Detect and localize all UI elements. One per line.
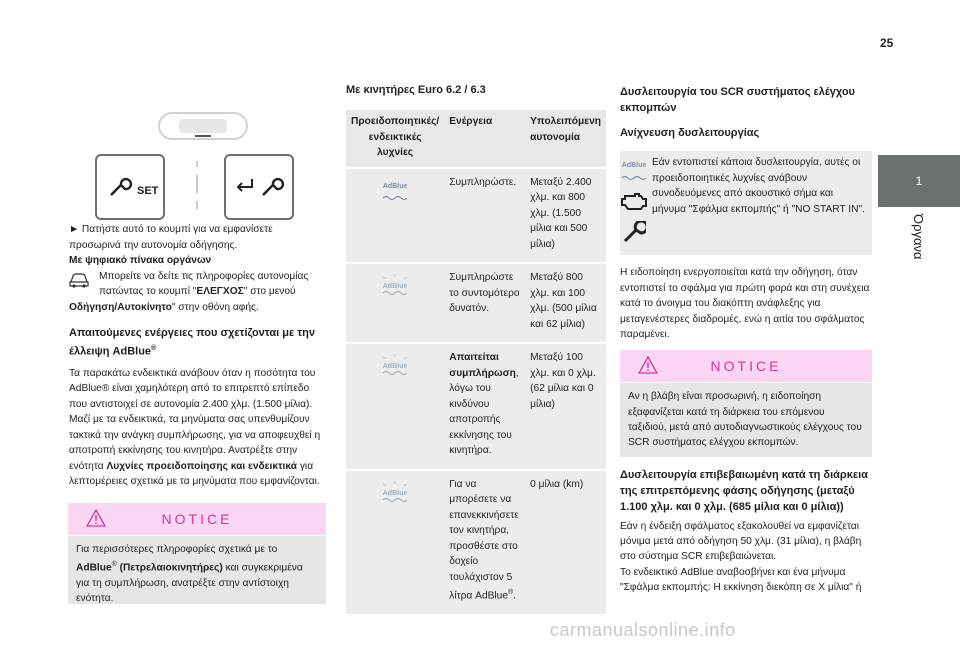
action-cell: Συμπληρώστε το συντομότερο δυνατόν. <box>444 263 525 343</box>
confirmed-malfunction-heading: Δυσλειτουργία επιβεβαιωμένη κατά τη διάρκεια της επιτρεπόμενης φάσης οδήγησης (μεταξύ 1.100 χλμ. και 0 χλμ. (685 μίλια και 0 μίλια)) <box>620 468 868 513</box>
digital-text-e: " στην οθόνη αφής. <box>171 301 259 313</box>
adblue-icon: AdBlue <box>382 182 408 190</box>
fault-detection-subheading: Ανίχνευση δυσλειτουργίας <box>620 127 760 139</box>
table-row <box>346 263 606 343</box>
table-header-row <box>346 110 606 168</box>
notice-box-1 <box>68 503 326 604</box>
chapter-label: Όργανα <box>911 214 926 260</box>
chapter-tab[interactable]: 1 <box>878 155 960 207</box>
wrench-icon <box>622 221 646 243</box>
table-row <box>346 168 606 264</box>
notice-body: Για περισσότερες πληροφορίες σχετικά με το AdBlue® (Πετρελαιοκινητήρες) και συγκεκριμένα για τη συμπλήρωση, ανατρέξτε στην αντίστοιχη ενότητα. <box>76 544 303 605</box>
watermark: carmanualsonline.info <box>550 620 736 640</box>
notice-box-2 <box>620 350 872 456</box>
digital-text-a: Μπορείτε να δείτε τις πληροφορίες αυτονομίας πατώντας το κουμπί " <box>99 270 309 297</box>
warning-box-text: Εάν εντοπιστεί κάποια δυσλειτουργία, αυτές οι προειδοποιητικές λυχνίες ανάβουν συνοδευόμενες από ακουστικό σήμα και μήνυμα "Σφάλμα εκπομπής" ή "NO START IN". <box>652 157 865 215</box>
range-cell: Μεταξύ 2.400 χλμ. και 800 χλμ. (1.500 μίλια και 500 μίλια) <box>525 168 606 264</box>
engine-icon <box>620 191 648 211</box>
adblue-flashing-icon <box>380 481 410 503</box>
driving-vehicle-menu: Οδήγηση/Αυτοκίνητο <box>69 301 172 313</box>
digital-cluster-row <box>69 269 327 300</box>
warning-lamps-box <box>620 151 872 255</box>
display-screen <box>179 119 227 133</box>
adblue-actions-heading: Απαιτούμενες ενέργειες που σχετίζονται με την έλλειψη AdBlue® <box>69 327 316 358</box>
range-cell: 0 μίλια (km) <box>525 470 606 615</box>
svg-text:AdBlue: AdBlue <box>382 283 408 290</box>
confirmed-body-continued: Το ενδεικτικό AdBlue αναβοσβήνει και ένα μήνυμα "Σφάλμα εκπομπής: Η εκκίνηση διεκόπη σε Χ μίλια" ή <box>620 566 862 594</box>
adblue-lamp-cell <box>346 470 444 615</box>
header-action: Ενέργεια <box>444 110 525 168</box>
table-row <box>346 343 606 470</box>
notice-header <box>68 503 326 536</box>
scr-malfunction-heading: Δυσλειτουργία του SCR συστήματος ελέγχου εκπομπών <box>620 86 855 114</box>
warning-triangle-icon <box>86 509 106 527</box>
adblue-lamp-cell <box>346 263 444 343</box>
instruction-text: ► Πατήστε αυτό το κουμπί για να εμφανίσετε προσωρινά την αυτονομία οδήγησης. <box>69 224 273 251</box>
display-marker <box>195 135 211 137</box>
adblue-lamp-cell <box>346 168 444 264</box>
column-3 <box>620 84 872 596</box>
notice-body: Αν η βλάβη είναι προσωρινή, η ειδοποίηση εξαφανίζεται κατά τη διάρκεια του επόμενου ταξιδιού, μετά από αυτοδιαγνωστικούς ελέγχους του SCR συστήματος ελέγχου εκπομπών. <box>628 391 862 449</box>
range-cell: Μεταξύ 100 χλμ. και 0 χλμ. (62 μίλια και 0 μίλια) <box>525 343 606 470</box>
wave-icon <box>382 195 408 201</box>
warning-icons <box>620 151 648 255</box>
touchscreen-car-icon <box>69 271 89 289</box>
table-title: Με κινητήρες Euro 6.2 / 6.3 <box>346 84 486 96</box>
action-cell: Συμπληρώστε. <box>444 168 525 264</box>
range-cell: Μεταξύ 800 χλμ. και 100 χλμ. (500 μίλια και 62 μίλια) <box>525 263 606 343</box>
notice-header <box>620 350 872 383</box>
action-cell: Απαιτείται συμπλήρωση, λόγω του κινδύνου αποτροπής εκκίνησης του κινητήρα. <box>444 343 525 470</box>
column-1 <box>69 222 327 490</box>
page-number: 25 <box>880 36 894 50</box>
notice-title: NOTICE <box>710 357 782 374</box>
action-cell: Για να μπορέσετε να επανεκκινήσετε τον κινητήρα, προσθέστε στο δοχείο τουλάχιστον 5 λίτρα AdBlue®. <box>444 470 525 615</box>
adblue-flashing-icon <box>380 274 410 296</box>
wrench-icon <box>111 179 131 195</box>
check-label: ΕΛΕΓΧΟΣ <box>196 286 244 297</box>
alert-body: Η ειδοποίηση ενεργοποιείται κατά την οδήγηση, όταν εντοπιστεί το σφάλμα για πρώτη φορά και στη συνέχεια κατά το άνοιγμα του διακόπτη ανάφλεξης για μεταγενέστερες διαδρομές, ενώ η αιτία του σφάλματος παραμένει. <box>620 267 870 341</box>
table-row <box>346 470 606 615</box>
warning-lamps-link: Λυχνίες προειδοποίησης και ενδεικτικά <box>106 460 297 472</box>
svg-text:AdBlue: AdBlue <box>382 363 408 370</box>
adblue-icon: AdBlue <box>621 157 647 180</box>
adblue-link: AdBlue <box>76 562 112 574</box>
wrench-icon <box>263 179 283 195</box>
header-warning-lamps: Προειδοποιητικές/ ενδεικτικές λυχνίες <box>346 110 444 168</box>
set-button-label: SET <box>137 185 159 197</box>
digital-text-c: " στο μενού <box>243 286 296 297</box>
svg-text:AdBlue: AdBlue <box>382 489 408 497</box>
notice-title: NOTICE <box>161 511 233 527</box>
column-2 <box>346 84 606 616</box>
adblue-range-table <box>346 110 606 616</box>
warning-triangle-icon <box>638 356 658 374</box>
adblue-flashing-icon <box>380 354 410 376</box>
return-arrow-icon <box>238 179 252 191</box>
adblue-lamp-cell <box>346 343 444 470</box>
digital-cluster-subhead: Με ψηφιακό πίνακα οργάνων <box>69 255 212 266</box>
adblue-actions-body: Τα παρακάτω ενδεικτικά ανάβουν όταν η ποσότητα του AdBlue® είναι χαμηλότερη από το επιτρεπτό επίπεδο που αντιστοιχεί σε αυτονομία 2.400 χλμ. (1.500 μίλια). Μαζί με τα ενδεικτικά, τα μηνύματα σας υπενθυμίζουν τακτικά την ανάγκη συμπλήρωσης, για να αποφευχθεί η αποτροπή εκκίνησης του κινητήρα. Ανατρέξτε στην ενότητα Λυχνίες προειδοποίησης και ενδεικτικά για λεπτομέρειες σχετικά με τα μηνύματα που εμφανίζονται. <box>69 367 321 488</box>
wave-icon <box>621 175 647 181</box>
trip-computer-buttons-illustration <box>95 95 335 220</box>
confirmed-body: Εάν η ένδειξη σφάλματος εξακολουθεί να εμφανίζεται μόνιμα μετά από οδήγηση 50 χλμ. (31 μίλια), η βλάβη στο σύστημα SCR επιβεβαιώνεται. <box>620 520 862 563</box>
header-remaining-range: Υπολειπόμενη αυτονομία <box>525 110 606 168</box>
